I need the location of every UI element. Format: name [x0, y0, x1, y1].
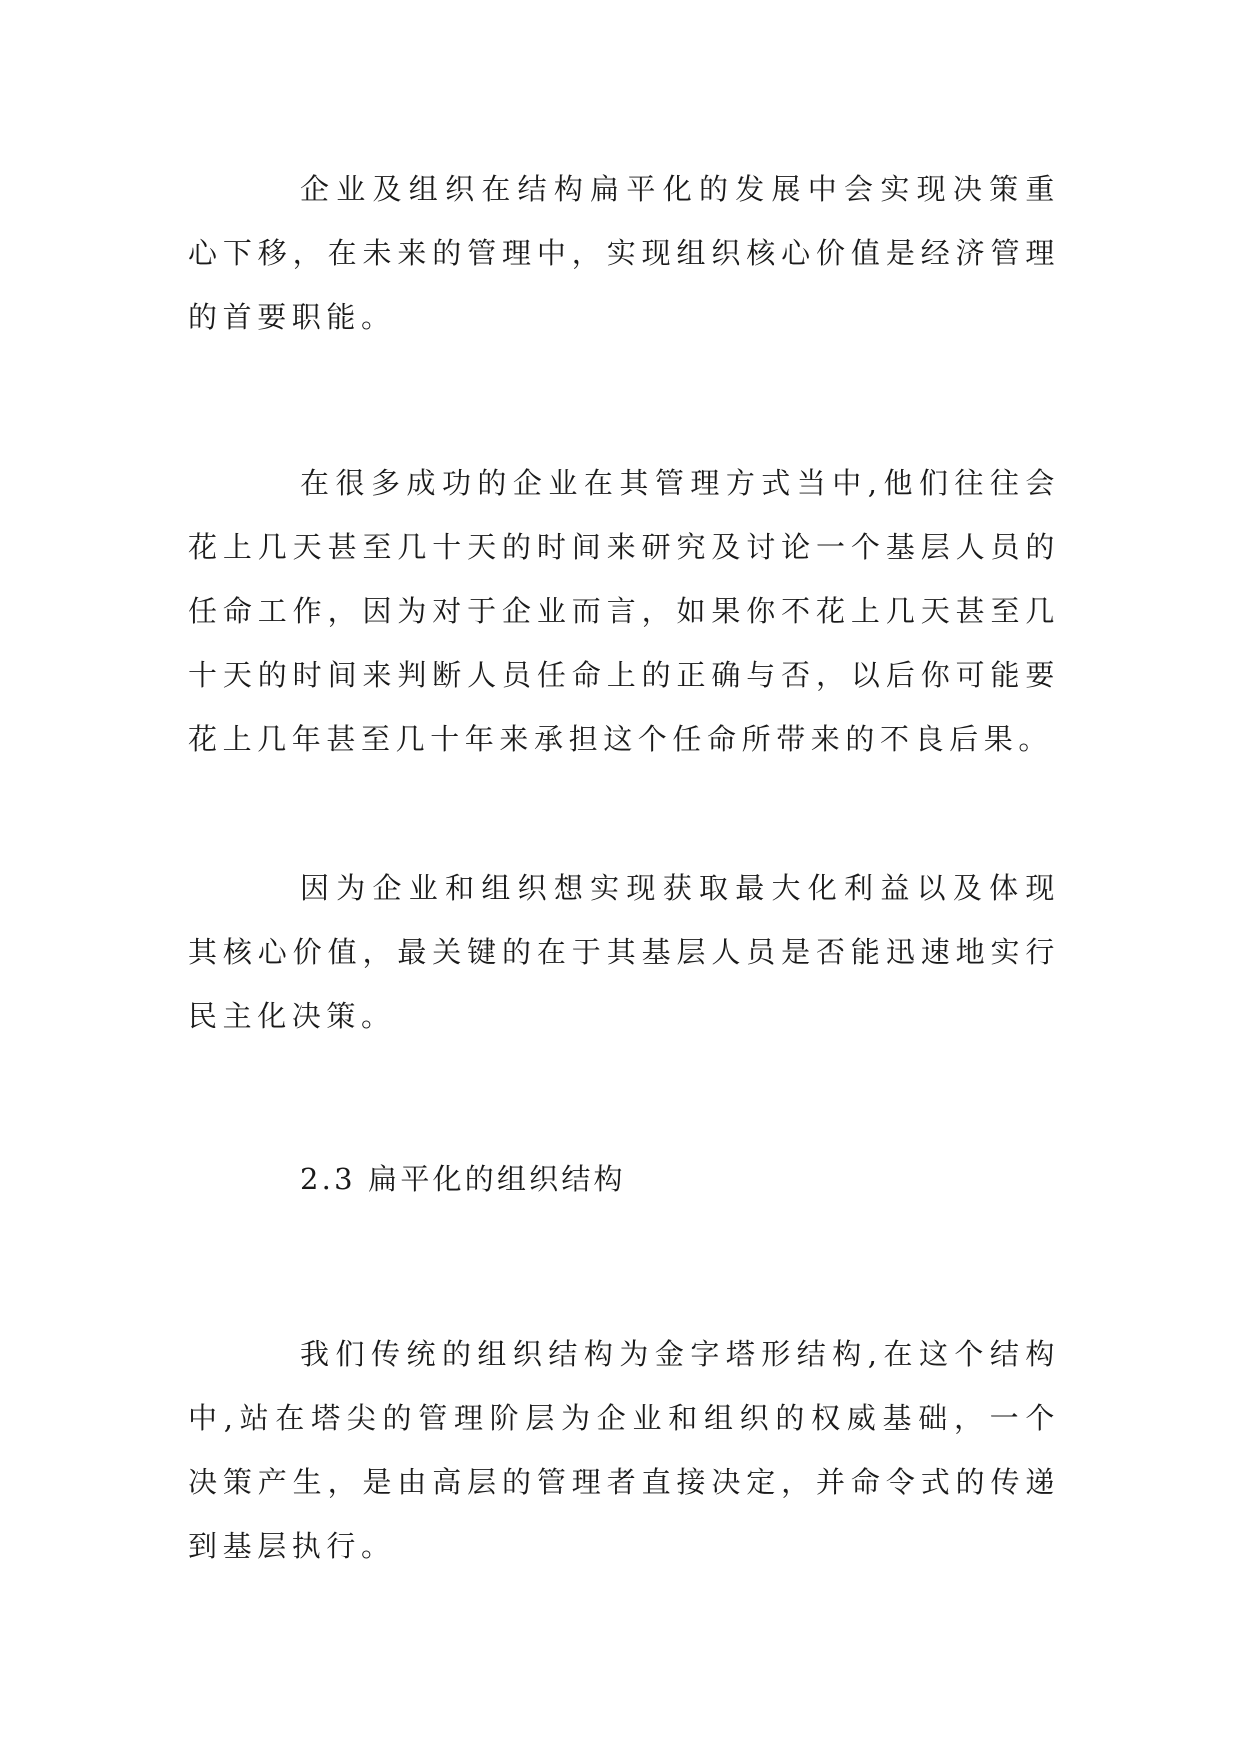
- body-paragraph: 我们传统的组织结构为金字塔形结构,在这个结构中,站在塔尖的管理阶层为企业和组织的权威基础，一个决策产生，是由高层的管理者直接决定，并命令式的传递到基层执行。: [188, 1337, 1060, 1563]
- body-paragraph: 企业及组织在结构扁平化的发展中会实现决策重心下移，在未来的管理中，实现组织核心价值是经济管理的首要职能。: [188, 172, 1060, 334]
- section-heading: 2.3 扁平化的组织结构: [300, 1162, 626, 1196]
- body-paragraph: 因为企业和组织想实现获取最大化利益以及体现其核心价值，最关键的在于其基层人员是否能迅速地实行民主化决策。: [188, 871, 1060, 1033]
- body-paragraph: 在很多成功的企业在其管理方式当中,他们往往会花上几天甚至几十天的时间来研究及讨论一个基层人员的任命工作，因为对于企业而言，如果你不花上几天甚至几十天的时间来判断人员任命上的正确与否，以后你可能要花上几年甚至几十年来承担这个任命所带来的不良后果。: [188, 466, 1060, 756]
